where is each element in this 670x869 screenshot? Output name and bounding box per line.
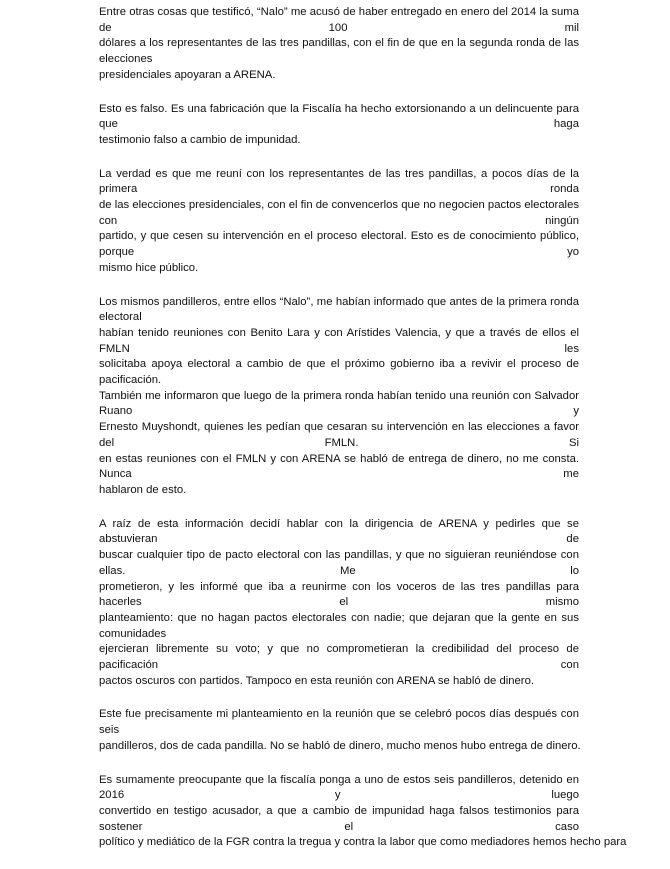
paragraph-line: La verdad es que me reuní con los representantes de las tres pandillas, a pocos días de la primera ronda [99,167,579,196]
paragraph-line: presidenciales apoyaran a ARENA. [99,68,276,81]
paragraph-line: solicitaba apoya electoral a cambio de que el próximo gobierno iba a revivir el proceso de pacificación. [99,358,579,387]
paragraph-line: convertido en testigo acusador, a que a cambio de impunidad haga falsos testimonios para sostener el caso [99,804,579,833]
paragraph-line: político y mediático de la FGR contra la tregua y contra la labor que como mediadores hemos hecho para [99,836,627,849]
paragraph [99,102,579,149]
paragraph-line: buscar cualquier tipo de pacto electoral con las pandillas, y que no siguieran reuniéndose con ellas. Me lo [99,549,579,577]
paragraph-line: pandilleros, dos de cada pandilla. No se habló de dinero, mucho menos hubo entrega de dinero. [99,739,581,752]
paragraph-line: Los mismos pandilleros, entre ellos “Nalo”, me habían informado que antes de la primera ronda electoral [99,295,579,324]
paragraph-line: También me informaron que luego de la primera ronda habían tenido una reunión con Salvador Ruano y [99,389,579,418]
paragraph-line: mismo hice público. [99,261,199,274]
paragraph-line: Esto es falso. Es una fabricación que la Fiscalía ha hecho extorsionando a un delincuente para que haga [99,102,579,131]
paragraph [99,773,627,852]
paragraph-line: Ernesto Muyshondt, quienes les pedían que cesaran su intervención en las elecciones a favor del FMLN. Si [99,421,579,449]
paragraph-line: prometieron, y les informé que iba a reunirme con los voceros de las tres pandillas para hacerles el mismo [99,580,579,609]
paragraph-line: en estas reuniones con el FMLN y con ARENA se habló de entrega de dinero, no me consta. Nunca me [99,452,579,481]
paragraph [99,517,579,690]
paragraph [99,5,579,84]
paragraph-line: dólares a los representantes de las tres pandillas, con el fin de que en la segunda ronda de las elecciones [99,37,579,66]
paragraph [99,707,579,754]
paragraph [99,167,579,277]
paragraph-line: pactos oscuros con partidos. Tampoco en esta reunión con ARENA se habló de dinero. [99,674,534,687]
paragraph-line: testimonio falso a cambio de impunidad. [99,133,301,146]
paragraph-line: Este fue precisamente mi planteamiento en la reunión que se celebró pocos días después con seis [99,708,579,737]
paragraph-line: Entre otras cosas que testificó, “Nalo” me acusó de haber entregado en enero del 2014 la suma de 100 mil [99,6,579,34]
paragraph-line: planteamiento: que no hagan pactos electorales con nadie; que dejaran que la gente en sus comunidades [99,611,579,640]
paragraph-line: ejercieran libremente su voto; y que no comprometieran la credibilidad del proceso de pacificación con [99,643,579,672]
paragraph-line: partido, y que cesen su intervención en el proceso electoral. Esto es de conocimiento público, porque yo [99,230,579,259]
paragraph [99,295,579,499]
paragraph-line: hablaron de esto. [99,483,187,496]
paragraph-line: de las elecciones presidenciales, con el fin de convencerlos que no negocien pactos electorales con ningún [99,199,579,227]
paragraph-line: habían tenido reuniones con Benito Lara y con Arístides Valencia, y que a través de ellos el FMLN les [99,326,579,355]
paragraph-line: A raíz de esta información decidí hablar con la dirigencia de ARENA y pedirles que se abstuvieran de [99,517,579,546]
paragraph-line: Es sumamente preocupante que la fiscalía ponga a uno de estos seis pandilleros, detenido en 2016 y luego [99,773,579,802]
document-body [99,5,627,869]
